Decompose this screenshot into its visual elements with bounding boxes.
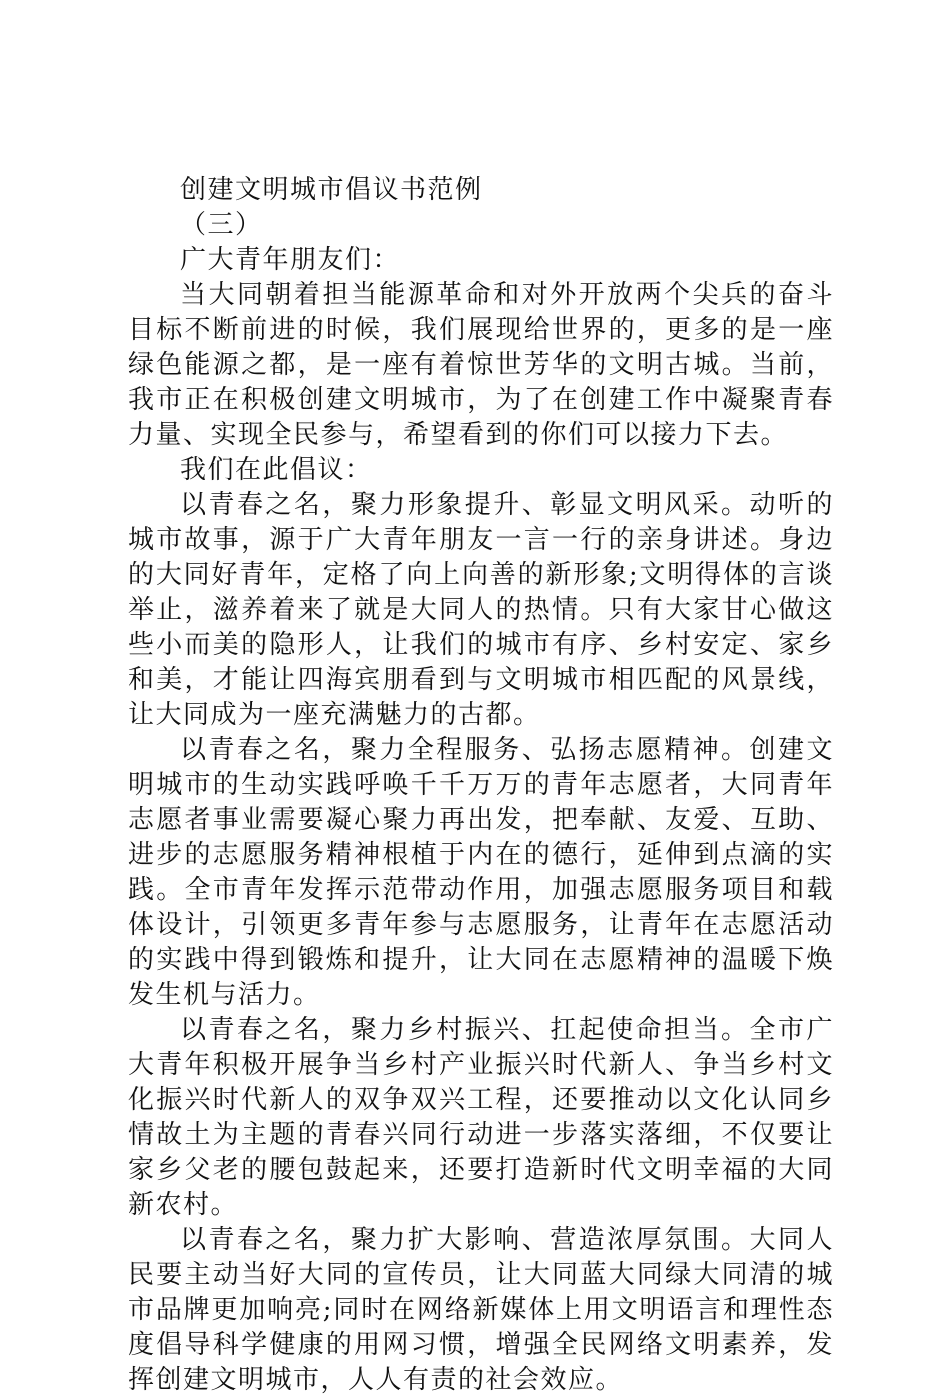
document-title: 创建文明城市倡议书范例: [180, 175, 483, 205]
proposal-paragraph-rural: 以青春之名，聚力乡村振兴、扛起使命担当。全市广大青年积极开展争当乡村产业振兴时代新人、争当乡村文化振兴时代新人的双争双兴工程，还要推动以文化认同乡情故土为主题的青春兴同行动进一步落实落细，不仅要让家乡父老的腰包鼓起来，还要打造新时代文明幸福的大同新农村。: [128, 1015, 834, 1220]
proposal-paragraph-publicity: 以青春之名，聚力扩大影响、营造浓厚氛围。大同人民要主动当好大同的宣传员，让大同蓝大同绿大同清的城市品牌更加响亮;同时在网络新媒体上用文明语言和理性态度倡导科学健康的用网习惯，增强全民网络文明素养，发挥创建文明城市，人人有责的社会效应。: [128, 1225, 834, 1395]
intro-paragraph: 当大同朝着担当能源革命和对外开放两个尖兵的奋斗目标不断前进的时候，我们展现给世界的，更多的是一座绿色能源之都，是一座有着惊世芳华的文明古城。当前，我市正在积极创建文明城市，为了在创建工作中凝聚青春力量、实现全民参与，希望看到的你们可以接力下去。: [128, 280, 834, 450]
proposal-lead: 我们在此倡议：: [180, 455, 373, 485]
proposal-paragraph-volunteer: 以青春之名，聚力全程服务、弘扬志愿精神。创建文明城市的生动实践呼唤千千万万的青年志愿者，大同青年志愿者事业需要凝心聚力再出发，把奉献、友爱、互助、进步的志愿服务精神根植于内在的德行，延伸到点滴的实践。全市青年发挥示范带动作用，加强志愿服务项目和载体设计，引领更多青年参与志愿服务，让青年在志愿活动的实践中得到锻炼和提升，让大同在志愿精神的温暖下焕发生机与活力。: [128, 735, 834, 1010]
salutation: 广大青年朋友们：: [180, 245, 401, 275]
document-body: [128, 173, 834, 1398]
section-number: （三）: [180, 210, 263, 240]
proposal-paragraph-image: 以青春之名，聚力形象提升、彰显文明风采。动听的城市故事，源于广大青年朋友一言一行的亲身讲述。身边的大同好青年，定格了向上向善的新形象;文明得体的言谈举止，滋养着来了就是大同人的热情。只有大家甘心做这些小而美的隐形人，让我们的城市有序、乡村安定、家乡和美，才能让四海宾朋看到与文明城市相匹配的风景线，让大同成为一座充满魅力的古都。: [128, 490, 834, 730]
